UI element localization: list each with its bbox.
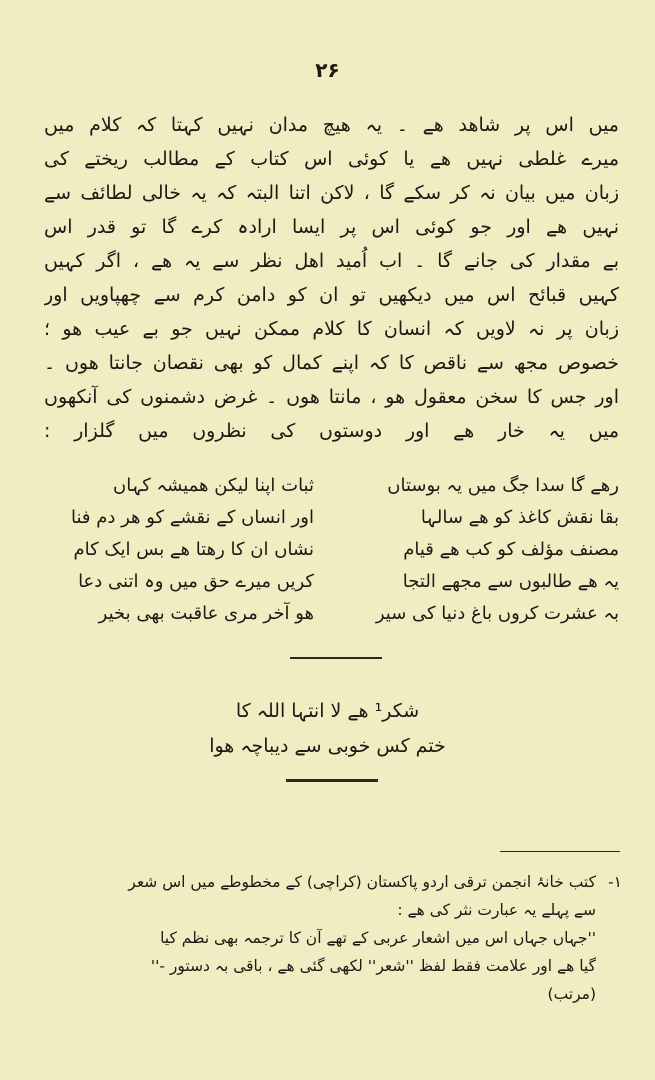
verse-line: یہ هے طالبوں سے مجھے التجا [402, 571, 619, 592]
prose-line: میں اس پر شاهد هے ۔ یہ هیچ مدان نہیں کہتا کہ کلام میں [44, 114, 619, 136]
verse-block [44, 470, 619, 630]
footnote-line: سے پہلے یہ عبارت نثر کی هے : [397, 901, 596, 919]
verse-line: رهے گا سدا جگ میں یہ بوستاں [387, 475, 619, 496]
page-number: ۲۶ [315, 58, 340, 82]
verse-line: مصنف مؤلف کو کب هے قیام [403, 539, 619, 560]
footnote-line: گیا هے اور علامت فقط لفظ ''شعر'' لکھی گئی هے ، باقی بہ دستور -'' [150, 957, 596, 975]
verse-line: بہ عشرت کروں باغ دنیا کی سیر [375, 603, 619, 624]
footnote-line: (مرتب) [547, 985, 596, 1003]
verse-column-left [44, 470, 314, 630]
prose-line: اور جس کا سخن معقول هو ، مانتا هوں ۔ غرض دشمنوں کی آنکھوں [44, 386, 619, 408]
footnote-line: ''جہاں جہاں اس میں اشعار عربی کے تھے آن کا ترجمہ بھی نظم کیا [160, 929, 596, 947]
footnote-body [44, 868, 596, 1008]
verse-line: بقا نقش کاغذ کو هے سالہا [420, 507, 619, 528]
closing-couplet [0, 694, 655, 764]
prose-line: خصوص مجھ سے ناقص کا کہ اپنے کمال کو بھی نقصان جانتا هوں ۔ [44, 352, 619, 374]
separator-rule [286, 779, 378, 782]
prose-paragraph [44, 108, 619, 448]
footnote-marker: ۱- [608, 873, 622, 891]
verse-line: کریں میرے حق میں وہ اتنی دعا [78, 571, 314, 592]
footnote-row [44, 868, 622, 1008]
footnote-line: کتب خانۂ انجمن ترقی اردو پاکستان (کراچی) کے مخطوطے میں اس شعر [128, 873, 596, 891]
closing-line: شکر¹ هے لا انتہا اللہ کا [235, 700, 420, 722]
closing-line: ختم کس خوبی سے دیباچہ هوا [209, 735, 446, 757]
footnote [44, 868, 622, 1008]
verse-line: نشاں ان کا رهتا هے بس ایک کام [73, 539, 314, 560]
prose-line: زبان میں بیان نہ کر سکے گا ، لاکن اتنا البتہ کہ یہ خالی لطائف سے [44, 182, 619, 204]
prose-line: میں یہ خار هے اور دوستوں کی نظروں میں گلزار : [44, 420, 619, 442]
separator-rule [290, 657, 382, 659]
verse-line: اور انساں کے نقشے کو هر دم فنا [70, 507, 314, 528]
prose-line: بے مقدار کی جانے گا ۔ اب اُمید اهل نظر سے یہ هے ، اگر کہیں [44, 250, 619, 272]
verse-line: هو آخر مری عاقبت بھی بخیر [98, 603, 314, 624]
verse-line: ثبات اپنا لیکن همیشہ کہاں [113, 475, 314, 496]
prose-line: نہیں هے اور جو کوئی اس پر ایسا ارادہ کرے گا تو قدر اس [44, 216, 619, 238]
prose-line: زبان پر نہ لاویں کہ انسان کا کلام ممکن نہیں جو بے عیب هو ؛ [44, 318, 619, 340]
prose-line: میرے غلطی نہیں هے یا کوئی اس کتاب کے مطالب ریختے کی [44, 148, 619, 170]
prose-line: کہیں قبائح اس میں دیکھیں تو ان کو دامن کرم سے چھپاویں اور [44, 284, 619, 306]
footnote-rule [500, 851, 620, 852]
verse-column-right [349, 470, 619, 630]
